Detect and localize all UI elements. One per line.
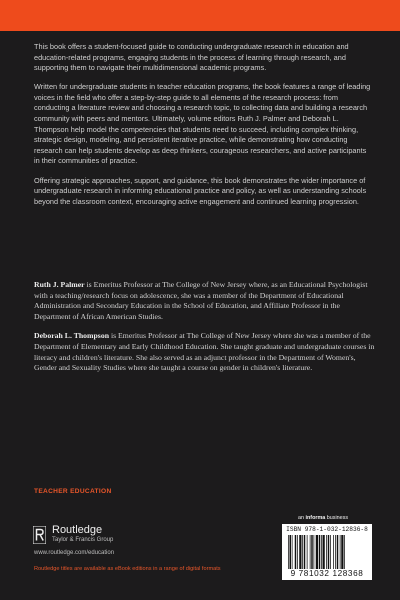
description-paragraph: Written for undergraduate students in teacher education programs, the book features a range of leading voices in the field who offer a step-by-step guide to all elements of the research process: from conducting a literature review and choosing a research topic, to collecting data and building a research community with peers and mentors. Ultimately, volume editors Ruth J. Palmer and Deborah L. Thompson help model the competencies that students need to succeed, including complex thinking, strategic design, modeling, and persistent iterative practice, while demonstrating how conducting research can help students develop as deep thinkers, courageous researchers, and active participants in their communities of practice.	[34, 82, 371, 166]
author-bio	[34, 331, 376, 374]
barcode-icon	[288, 535, 368, 569]
author-name: Deborah L. Thompson	[34, 331, 110, 341]
publisher-url[interactable]: www.routledge.com/education	[34, 550, 115, 556]
barcode-digits: 9 781032 128368	[290, 569, 364, 578]
author-bios	[34, 280, 376, 383]
book-description	[34, 42, 374, 216]
publisher-group: Taylor & Francis Group	[52, 537, 114, 543]
author-bio-text: is Emeritus Professor at The College of New Jersey where, as an Educational Psychologist with a teaching/research focus on adolescence, she was a member of the Department of Educational Administration and Secondary Education in the School of Education, and Affiliate Professor in the Department of African American Studies.	[34, 280, 368, 322]
series-label: TEACHER EDUCATION	[34, 488, 112, 495]
description-paragraph: This book offers a student-focused guide to conducting undergraduate research in education and education-related programs, engaging students in the process of learning through research, and supporting them to navigate their multidimensional academic programs.	[34, 42, 349, 73]
publisher-name: Routledge	[52, 524, 103, 536]
informa-brand: informa	[305, 515, 326, 521]
author-bio-text: is Emeritus Professor at The College of New Jersey where she was a member of the Department of Elementary and Early Childhood Education. She taught graduate and undergraduate courses in literacy and children's literature. She also served as an adjunct professor in the Department of Women's, Gender and Sexuality Studies where she taught a course on gender in children's literature.	[34, 331, 375, 373]
author-bio	[34, 280, 376, 323]
isbn-label: ISBN 978-1-032-12836-8	[286, 526, 368, 533]
publisher-logo	[33, 524, 165, 550]
description-paragraph: Offering strategic approaches, support, and guidance, this book demonstrates the wider importance of undergraduate research in informing educational practice and policy, as well as understanding schools beyond the classroom context, encouraging active engagement and continued learning progression.	[34, 175, 367, 206]
barcode-panel	[282, 524, 372, 580]
top-color-band	[0, 0, 400, 31]
author-name: Ruth J. Palmer	[34, 280, 85, 289]
informa-business-label: an informa business	[298, 515, 349, 521]
ebook-note: Routledge titles are available as eBook editions in a range of digital formats	[34, 566, 221, 572]
routledge-r-icon	[33, 526, 46, 544]
